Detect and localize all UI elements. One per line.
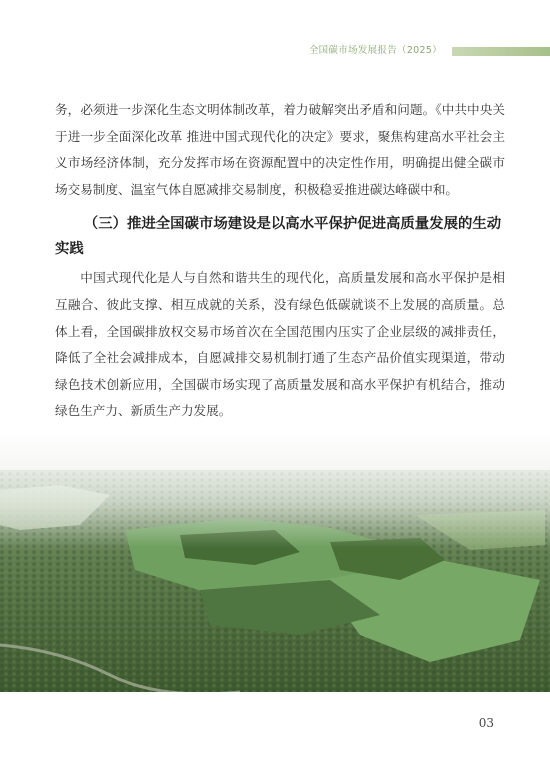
forest-aerial-photo xyxy=(0,430,550,692)
page-content xyxy=(55,97,505,425)
forest-aerial-illustration xyxy=(0,430,550,692)
running-header xyxy=(0,44,550,58)
paragraph: 中国式现代化是人与自然和谐共生的现代化，高质量发展和高水平保护是相互融合、彼此支撑、相互成就的关系，没有绿色低碳就谈不上发展的高质量。总体上看，全国碳排放权交易市场首次在全国范围内压实了企业层级的减排责任，降低了全社会减排成本，自愿减排交易机制打通了生态产品价值实现渠道，带动绿色技术创新应用，全国碳市场实现了高质量发展和高水平保护有机结合，推动绿色生产力、新质生产力发展。 xyxy=(55,270,505,419)
page-number: 03 xyxy=(478,716,494,730)
report-title: 全国碳市场发展报告（2025） xyxy=(308,45,442,56)
section-heading: （三）推进全国碳市场建设是以高水平保护促进高质量发展的生动实践 xyxy=(55,215,502,258)
paragraph-continued: 务，必须进一步深化生态文明体制改革，着力破解突出矛盾和问题。《中共中央关于进一步全面深化改革 推进中国式现代化的决定》要求，聚焦构建高水平社会主义市场经济体制，充分发挥市场在资源配置中的决定性作用，明确提出健全碳市场交易制度、温室气体自愿减排交易制度，积极稳妥推进碳达峰碳中和。 xyxy=(55,102,505,197)
header-accent-bar xyxy=(452,47,550,56)
